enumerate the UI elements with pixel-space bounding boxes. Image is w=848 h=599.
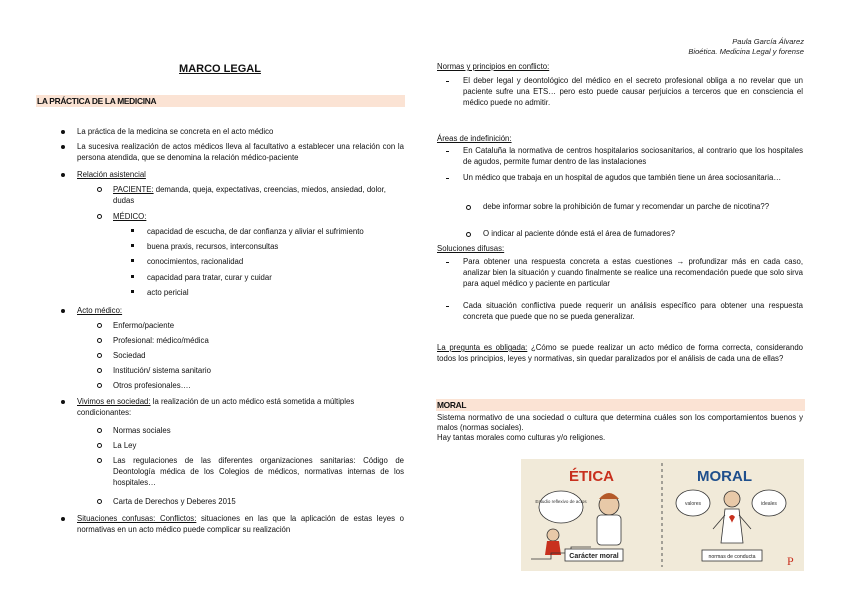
- page-header: [688, 37, 804, 57]
- bullet: [61, 517, 65, 521]
- bullet: [61, 145, 65, 149]
- relacion-asistencial-heading: Relación asistencial: [77, 170, 146, 179]
- bullet: [61, 173, 65, 177]
- normas-item: El deber legal y deontológico del médico en el secreto profesional obliga a no revelar que un paciente sufre una ETS… pero esto puede causar perjuicios a terceros que en consciencia el médico puede no admitir.: [463, 76, 803, 107]
- medico-item: capacidad de escucha, de dar confianza y aliviar el sufrimiento: [147, 227, 364, 236]
- soluciones-heading: Soluciones difusas:: [437, 244, 505, 253]
- dash-bullet: [446, 81, 449, 82]
- pregunta-label: La pregunta es obligada:: [437, 343, 528, 352]
- dash-bullet: [446, 306, 449, 307]
- caracter-moral-label: Carácter moral: [569, 553, 619, 560]
- course-subject: Bioética. Medicina Legal y forense: [688, 47, 804, 56]
- square-bullet: [131, 275, 134, 278]
- circle-bullet: [97, 323, 102, 328]
- pregunta-obligada: [437, 342, 803, 364]
- acto-medico-heading: Acto médico:: [77, 306, 123, 315]
- circle-bullet: [97, 428, 102, 433]
- areas-subitem: debe informar sobre la prohibición de fumar y recomendar un parche de nicotina??: [483, 202, 770, 211]
- author-name: Paula García Álvarez: [732, 37, 804, 46]
- section-band-practica: LA PRÁCTICA DE LA MEDICINA: [36, 95, 405, 107]
- acto-item: Institución/ sistema sanitario: [113, 366, 211, 375]
- bullet: [61, 400, 65, 404]
- paciente-item: [113, 184, 404, 206]
- sociedad-item: Normas sociales: [113, 426, 171, 435]
- circle-bullet: [466, 232, 471, 237]
- soluciones-item: Para obtener una respuesta concreta a estas cuestiones → profundizar más en cada caso, analizar bien la situación y cuando finalmente se realice una recomendación puede que solo sirva para aquel médico y paciente en particular: [463, 257, 803, 288]
- dash-bullet: [446, 262, 449, 263]
- dash-bullet: [446, 151, 449, 152]
- normas-conducta-label: normas de conducta: [708, 554, 756, 560]
- paciente-label: PACIENTE:: [113, 185, 154, 194]
- sociedad-item: Las regulaciones de las diferentes organizaciones sanitarias: Código de Deontología médica de los Colegios de médicos, normativas internas de los hospitales…: [113, 456, 404, 487]
- circle-bullet: [97, 338, 102, 343]
- ideales-bubble: ideales: [761, 501, 777, 507]
- moral-heading: MORAL: [697, 468, 752, 485]
- areas-item: Un médico que trabaja en un hospital de agudos que también tiene un área sociosanitaria…: [463, 173, 782, 182]
- sociedad-item: Carta de Derechos y Deberes 2015: [113, 497, 236, 506]
- situaciones-confusas: [77, 513, 404, 535]
- moral-note: Hay tantas morales como culturas y/o religiones.: [437, 433, 606, 442]
- situaciones-label: Situaciones confusas: Conflictos:: [77, 514, 197, 523]
- square-bullet: [131, 259, 134, 262]
- square-bullet: [131, 290, 134, 293]
- circle-bullet: [97, 499, 102, 504]
- areas-item: En Cataluña la normativa de centros hospitalarios sociosanitarios, al contrario que los hospitales de agudos, permite fumar dentro de las instalaciones: [463, 146, 803, 166]
- square-bullet: [131, 229, 134, 232]
- moral-definition: Sistema normativo de una sociedad o cultura que determina cuáles son los comportamientos buenos y malos (normas sociales).: [437, 413, 803, 432]
- square-bullet: [131, 244, 134, 247]
- normas-heading: Normas y principios en conflicto:: [437, 62, 550, 71]
- situaciones-text: situaciones en las que la aplicación de estas leyes o normativas en un acto médico puede complicar su realización: [77, 514, 404, 534]
- acto-item: Profesional: médico/médica: [113, 336, 209, 345]
- medico-item: buena praxis, recursos, interconsultas: [147, 242, 279, 251]
- paciente-text: demanda, queja, expectativas, creencias, miedos, ansiedad, dolor, dudas: [113, 185, 386, 205]
- areas-subitem: O indicar al paciente dónde está el área de fumadores?: [483, 229, 676, 238]
- vivimos-en-sociedad: [77, 396, 404, 418]
- section-band-moral: MORAL: [436, 399, 805, 411]
- circle-bullet: [97, 214, 102, 219]
- circle-bullet: [97, 443, 102, 448]
- acto-item: Otros profesionales….: [113, 381, 191, 390]
- circle-bullet: [97, 458, 102, 463]
- pregunta-text: ¿Cómo se puede realizar un acto médico de forma correcta, considerando todos los principios, leyes y normativas, sin quedar paralizados por el análisis de cada una de ellas?: [437, 343, 803, 363]
- etica-heading: ÉTICA: [569, 468, 614, 485]
- etica-moral-illustration: [521, 459, 804, 571]
- soluciones-item: Cada situación conflictiva puede requerir un análisis específico para obtener una respuesta concreta que puede que no se pueda generalizar.: [463, 301, 803, 321]
- circle-bullet: [97, 383, 102, 388]
- acto-item: Enfermo/paciente: [113, 321, 175, 330]
- illustration-drawing: [521, 459, 804, 571]
- valores-bubble: valores: [684, 501, 702, 507]
- bullet-relacion-medico-paciente: La sucesiva realización de actos médicos lleva al facultativo a establecer una relación con la persona atendida, que se denomina la relación médico-paciente: [77, 142, 404, 162]
- publisher-logo: P: [787, 554, 794, 568]
- bullet: [61, 130, 65, 134]
- dash-bullet: [446, 178, 449, 179]
- sociedad-item: La Ley: [113, 441, 137, 450]
- medico-label: MÉDICO:: [113, 212, 147, 221]
- circle-bullet: [97, 187, 102, 192]
- estudio-bubble: Estudio reflexivo de actos: [535, 499, 587, 504]
- bullet-practica: La práctica de la medicina se concreta en el acto médico: [77, 127, 274, 136]
- bullet: [61, 309, 65, 313]
- circle-bullet: [97, 368, 102, 373]
- medico-item: conocimientos, racionalidad: [147, 257, 244, 266]
- acto-item: Sociedad: [113, 351, 146, 360]
- areas-heading: Áreas de indefinición:: [437, 134, 512, 143]
- page-title: MARCO LEGAL: [179, 63, 261, 75]
- medico-item: capacidad para tratar, curar y cuidar: [147, 273, 272, 282]
- vivimos-text: la realización de un acto médico está sometida a múltiples condicionantes:: [77, 397, 355, 417]
- vivimos-label: Vivimos en sociedad:: [77, 397, 151, 406]
- circle-bullet: [466, 205, 471, 210]
- medico-item: acto pericial: [147, 288, 189, 297]
- circle-bullet: [97, 353, 102, 358]
